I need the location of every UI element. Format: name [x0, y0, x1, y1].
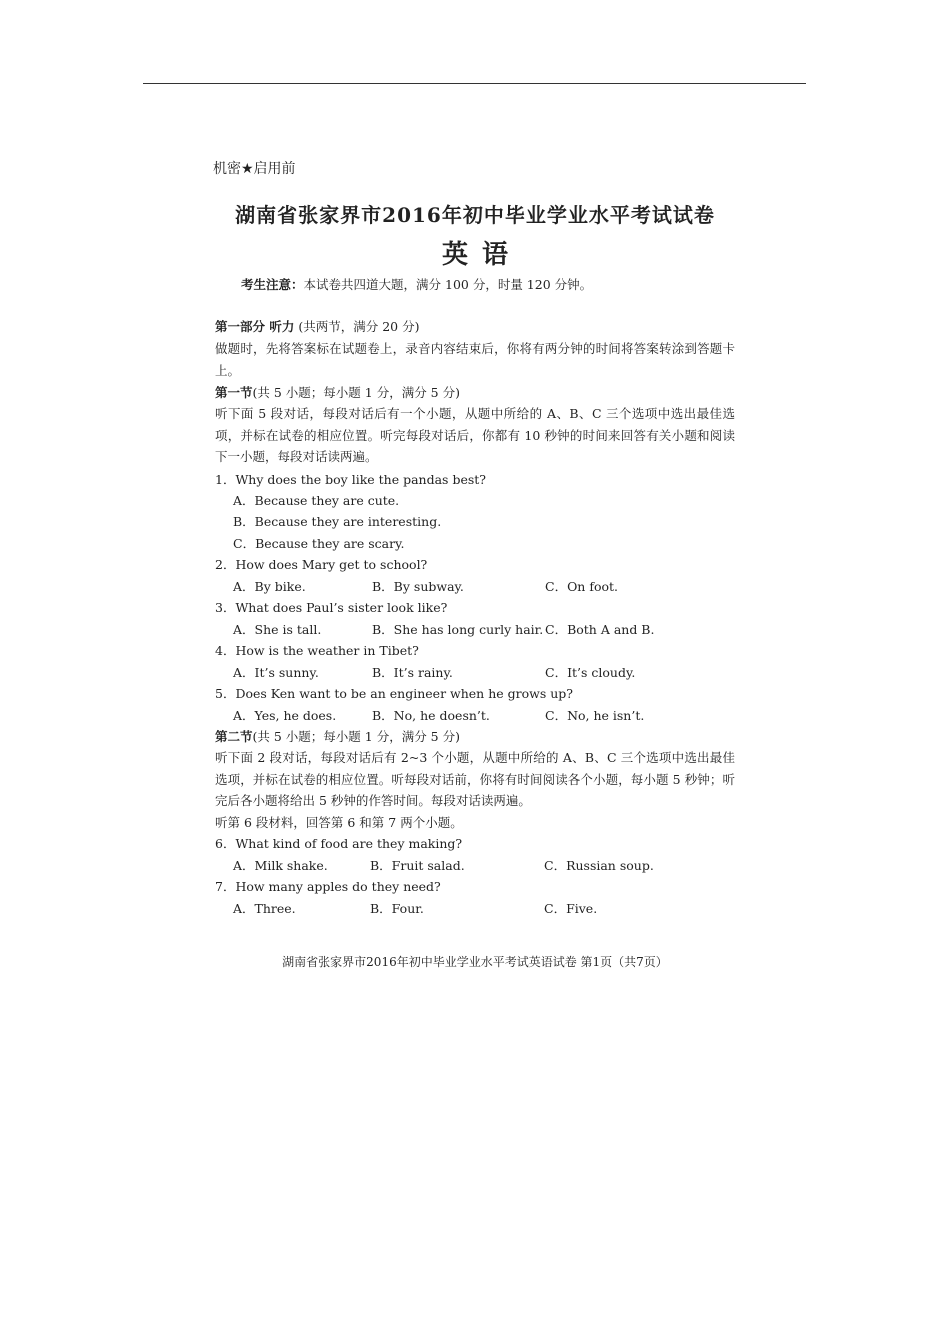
part1-instruction: 做题时，先将答案标在试题卷上，录音内容结束后，你将有两分钟的时间将答案转涂到答题卡上。: [215, 341, 735, 378]
question-5-option-c: C．No, he isn’t.: [545, 708, 645, 723]
subject-title: 英语: [441, 240, 522, 270]
exam-notice: [241, 275, 592, 293]
question-6-option-b: B．Fruit salad.: [370, 858, 465, 873]
question-5-option-b: B．No, he doesn’t.: [372, 708, 490, 723]
notice-text: 本试卷共四道大题，满分 100 分，时量 120 分钟。: [303, 277, 593, 292]
question-4-option-a: A．It’s sunny.: [233, 665, 319, 680]
question-1-stem: 1．Why does the boy like the pandas best?: [215, 472, 486, 487]
section2-material-note: 听第 6 段材料，回答第 6 和第 7 两个小题。: [215, 815, 463, 830]
question-3-option-a: A．She is tall.: [233, 622, 322, 637]
section2-heading-note: (共 5 小题；每小题 1 分，满分 5 分): [252, 729, 460, 744]
part1-heading: [215, 317, 419, 335]
section1-instruction: 听下面 5 段对话，每段对话后有一个小题，从题中所给的 A、B、C 三个选项中选出最佳选项，并标在试卷的相应位置。听完每段对话后，你都有 10 秒钟的时间来回答有关小题和阅读下一小题，每段对话读两遍。: [215, 406, 735, 464]
section2-instruction: 听下面 2 段对话，每段对话后有 2~3 个小题，从题中所给的 A、B、C 三个选项中选出最佳选项，并标在试卷的相应位置。听每段对话前，你将有时间阅读各个小题，每小题 5 秒钟；听完后各小题将给出 5 秒钟的作答时间。每段对话读两遍。: [215, 750, 735, 808]
notice-label: 考生注意：: [241, 277, 304, 292]
question-1-option-b: B．Because they are interesting.: [233, 514, 442, 529]
question-1-option-c: C．Because they are scary.: [233, 536, 405, 551]
question-2-stem: 2．How does Mary get to school?: [215, 557, 428, 572]
question-4-option-b: B．It’s rainy.: [372, 665, 453, 680]
question-2-option-c: C．On foot.: [545, 579, 619, 594]
question-6-stem: 6．What kind of food are they making?: [215, 836, 463, 851]
question-2-option-a: A．By bike.: [233, 579, 306, 594]
section1-heading: [215, 383, 460, 401]
question-4-stem: 4．How is the weather in Tibet?: [215, 643, 419, 658]
question-7-stem: 7．How many apples do they need?: [215, 879, 441, 894]
top-rule: [143, 83, 806, 84]
section1-heading-note: (共 5 小题；每小题 1 分，满分 5 分): [252, 385, 460, 400]
page-footer: 湖南省张家界市2016年初中毕业学业水平考试英语试卷 第1页（共7页）: [282, 955, 668, 969]
question-1-option-a: A．Because they are cute.: [233, 493, 400, 508]
question-7-option-b: B．Four.: [370, 901, 424, 916]
question-7-option-a: A．Three.: [233, 901, 296, 916]
part1-heading-note: (共两节，满分 20 分): [298, 319, 420, 334]
section2-heading-label: 第二节: [215, 729, 253, 744]
question-2-option-b: B．By subway.: [372, 579, 464, 594]
section1-heading-label: 第一节: [215, 385, 253, 400]
question-6-option-c: C．Russian soup.: [544, 858, 654, 873]
section2-heading: [215, 727, 460, 745]
question-3-option-c: C．Both A and B.: [545, 622, 655, 637]
question-3-stem: 3．What does Paul’s sister look like?: [215, 600, 448, 615]
question-5-stem: 5．Does Ken want to be an engineer when he grows up?: [215, 686, 573, 701]
question-5-option-a: A．Yes, he does.: [233, 708, 337, 723]
confidential-label: 机密★启用前: [213, 161, 296, 177]
question-3-option-b: B．She has long curly hair.: [372, 622, 544, 637]
question-6-option-a: A．Milk shake.: [233, 858, 328, 873]
part1-heading-label: 第一部分 听力: [215, 319, 295, 334]
exam-title: 湖南省张家界市2016年初中毕业学业水平考试试卷: [235, 203, 715, 227]
question-4-option-c: C．It’s cloudy.: [545, 665, 636, 680]
question-7-option-c: C．Five.: [544, 901, 598, 916]
